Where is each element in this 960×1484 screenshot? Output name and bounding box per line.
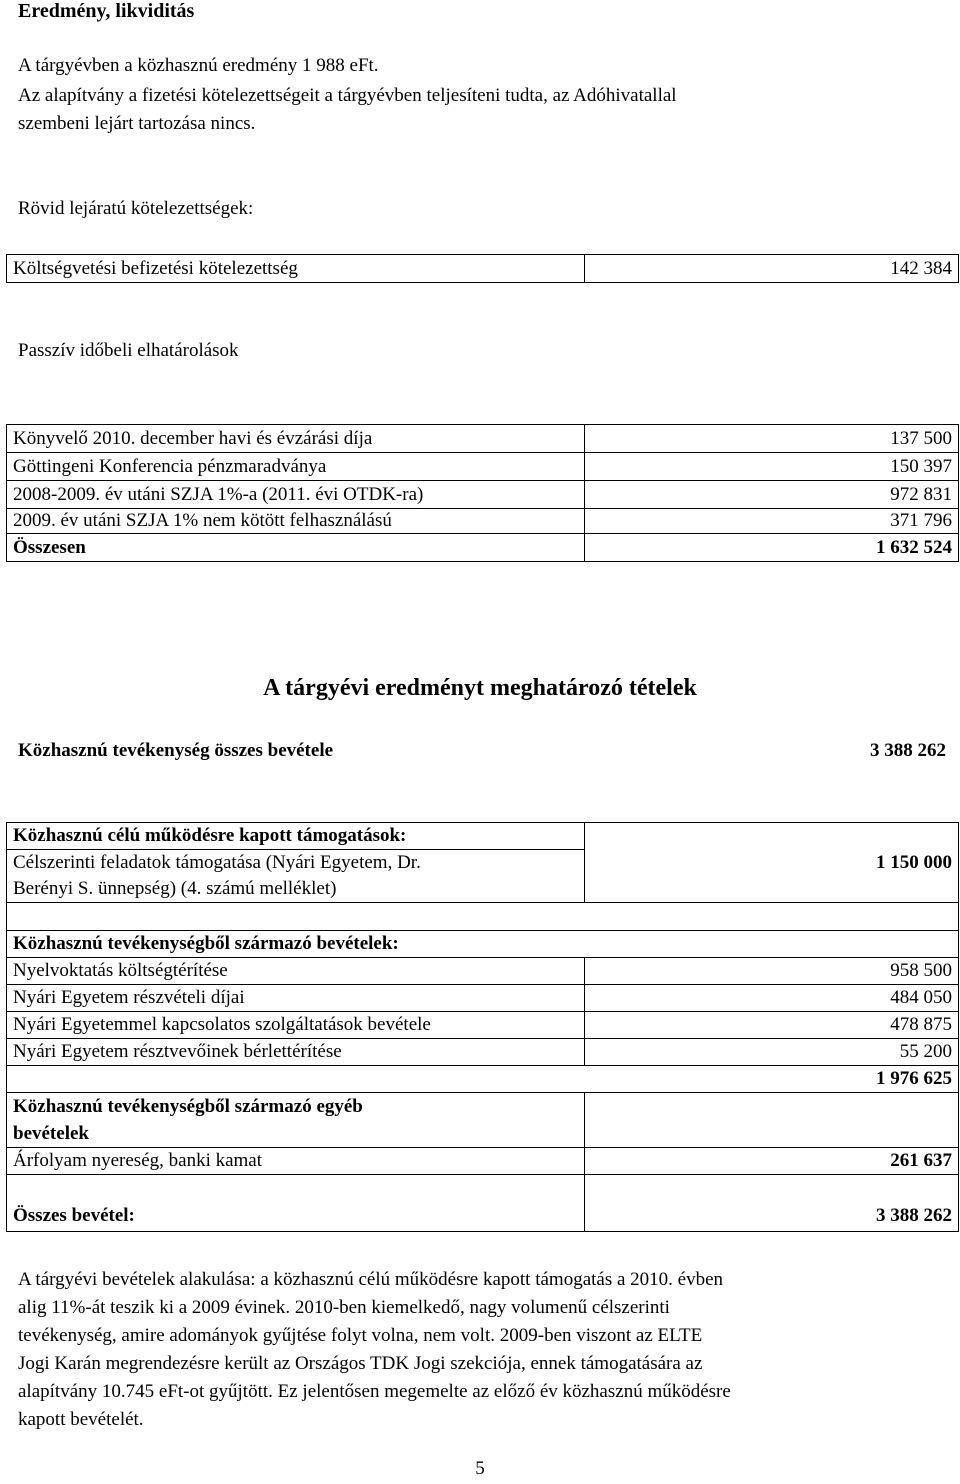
paragraph-line: alapítvány 10.745 eFt-ot gyűjtött. Ez jelentősen megemelte az előző év közhasznú működésre xyxy=(18,1381,731,1402)
table-row xyxy=(7,1012,959,1039)
row-label: Göttingeni Konferencia pénzmaradványa xyxy=(7,453,585,481)
total-label: Összesen xyxy=(7,534,585,562)
other-title xyxy=(7,1093,585,1148)
table-row xyxy=(7,823,959,850)
grants-value: 1 150 000 xyxy=(585,823,959,903)
row-value: 55 200 xyxy=(585,1039,959,1066)
section-title: A tárgyévi eredményt meghatározó tételek xyxy=(263,675,697,701)
grants-line-2: Berényi S. ünnepség) (4. számú melléklet) xyxy=(7,876,585,903)
paragraph-line: kapott bevételét. xyxy=(18,1409,144,1430)
closing-paragraph xyxy=(18,1266,946,1434)
table-row xyxy=(7,1066,959,1093)
other-title-line-1: Közhasznú tevékenységből származó egyéb xyxy=(13,1096,363,1117)
total-revenue-label: Közhasznú tevékenység összes bevétele xyxy=(18,740,334,761)
page-number: 5 xyxy=(475,1458,485,1479)
result-statement: A tárgyévben a közhasznú eredmény 1 988 eFt. xyxy=(18,55,379,76)
row-value: 150 397 xyxy=(585,453,959,481)
row-value: 142 384 xyxy=(585,255,959,283)
row-value: 478 875 xyxy=(585,1012,959,1039)
total-value: 3 388 262 xyxy=(585,1201,959,1232)
table-row xyxy=(7,1148,959,1175)
accruals-title: Passzív időbeli elhatárolások xyxy=(18,340,239,361)
activity-title: Közhasznú tevékenységből származó bevételek: xyxy=(7,931,959,958)
row-label: Nyelvoktatás költségtérítése xyxy=(7,958,585,985)
total-revenue-value: 3 388 262 xyxy=(870,740,946,761)
row-value: 137 500 xyxy=(585,425,959,453)
table-row xyxy=(7,481,959,509)
total-value: 1 632 524 xyxy=(585,534,959,562)
table-row-total xyxy=(7,534,959,562)
table-row-spacer xyxy=(7,1175,959,1201)
liquidity-statement-cont: szembeni lejárt tartozása nincs. xyxy=(18,113,256,134)
short-term-title: Rövid lejáratú kötelezettségek: xyxy=(18,198,254,219)
table-row xyxy=(7,425,959,453)
total-label: Összes bevétel: xyxy=(7,1201,585,1232)
paragraph-line: alig 11%-át teszik ki a 2009 évinek. 2010-ben kiemelkedő, nagy volumenű célszerinti xyxy=(18,1297,670,1318)
activity-subtotal: 1 976 625 xyxy=(585,1066,959,1093)
row-label: Könyvelő 2010. december havi és évzárási díja xyxy=(7,425,585,453)
row-label: Költségvetési befizetési kötelezettség xyxy=(7,255,585,283)
grants-line-1: Célszerinti feladatok támogatása (Nyári Egyetem, Dr. xyxy=(7,850,585,877)
row-label: Nyári Egyetem részvételi díjai xyxy=(7,985,585,1012)
short-term-table xyxy=(6,254,959,283)
accruals-table xyxy=(6,424,959,562)
table-row xyxy=(7,1093,959,1148)
revenue-table xyxy=(6,822,959,1232)
row-label: 2009. év utáni SZJA 1% nem kötött felhasználású xyxy=(7,509,585,534)
table-row xyxy=(7,985,959,1012)
paragraph-line: tevékenység, amire adományok gyűjtése folyt volna, nem volt. 2009-ben viszont az ELTE xyxy=(18,1325,703,1346)
section-heading: Eredmény, likviditás xyxy=(18,0,195,22)
row-value: 972 831 xyxy=(585,481,959,509)
table-row xyxy=(7,931,959,958)
row-value: 958 500 xyxy=(585,958,959,985)
table-row xyxy=(7,453,959,481)
table-row xyxy=(7,509,959,534)
paragraph-line: A tárgyévi bevételek alakulása: a közhasznú célú működésre kapott támogatás a 2010. évben xyxy=(18,1269,724,1290)
row-label: Árfolyam nyereség, banki kamat xyxy=(7,1148,585,1175)
paragraph-line: Jogi Karán megrendezésre került az Országos TDK Jogi szekciója, ennek támogatására az xyxy=(18,1353,703,1374)
row-label: 2008-2009. év utáni SZJA 1%-a (2011. évi OTDK-ra) xyxy=(7,481,585,509)
liquidity-statement: Az alapítvány a fizetési kötelezettségeit a tárgyévben teljesíteni tudta, az Adóhivatallal xyxy=(18,85,677,106)
row-label: Nyári Egyetem résztvevőinek bérlettérítése xyxy=(7,1039,585,1066)
row-value: 371 796 xyxy=(585,509,959,534)
row-value: 484 050 xyxy=(585,985,959,1012)
table-row xyxy=(7,1039,959,1066)
grants-title: Közhasznú célú működésre kapott támogatások: xyxy=(7,823,585,850)
table-row-total xyxy=(7,1201,959,1232)
other-title-line-2: bevételek xyxy=(13,1123,89,1144)
table-row-spacer xyxy=(7,903,959,931)
row-label: Nyári Egyetemmel kapcsolatos szolgáltatások bevétele xyxy=(7,1012,585,1039)
table-row xyxy=(7,958,959,985)
table-row xyxy=(7,255,959,283)
row-value: 261 637 xyxy=(585,1148,959,1175)
